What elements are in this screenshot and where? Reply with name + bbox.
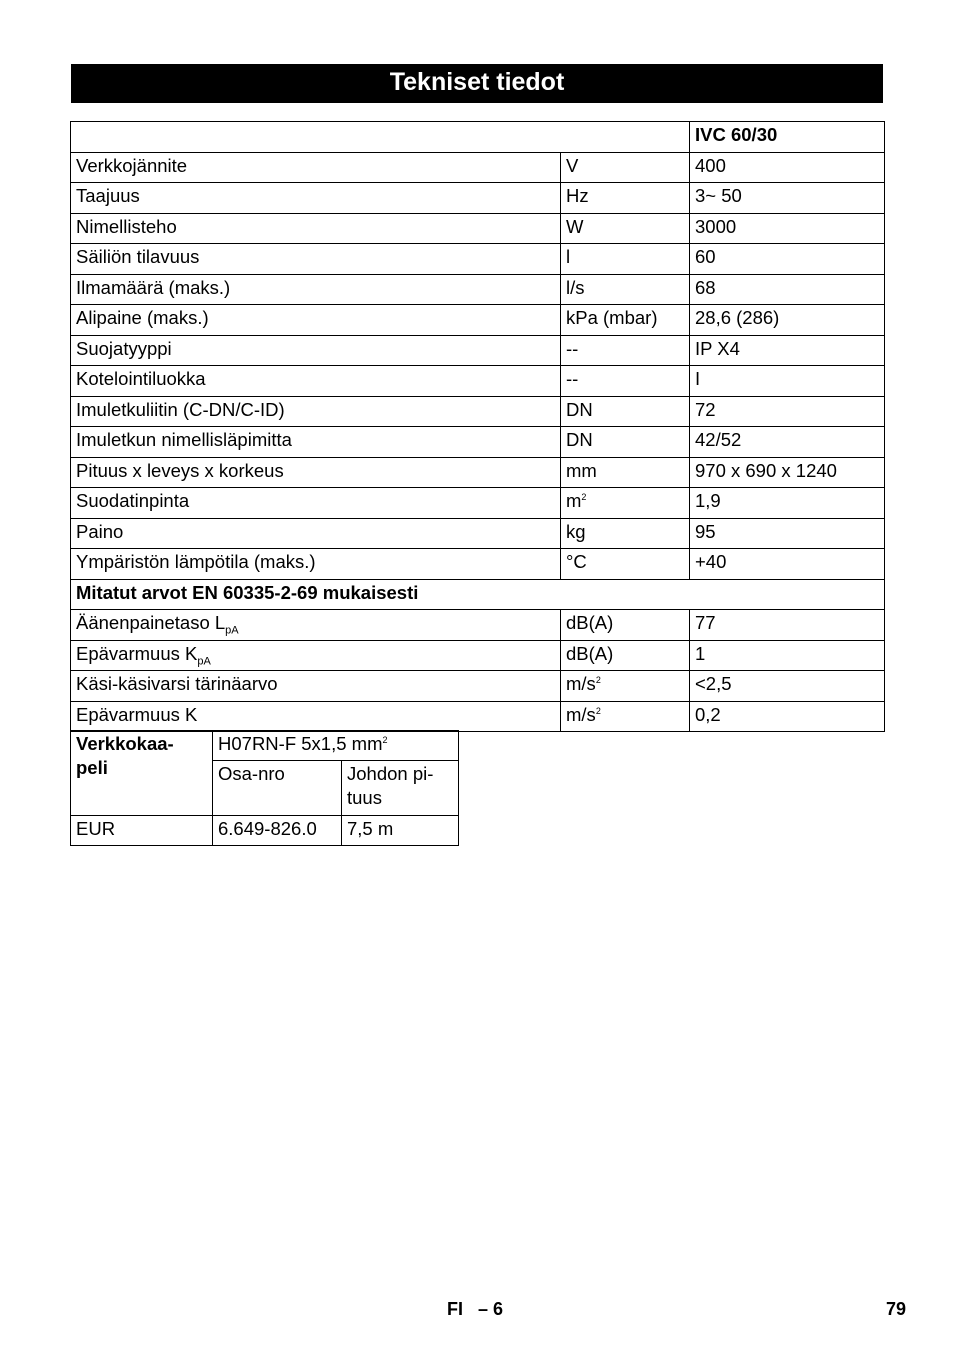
spec-unit: Hz [561, 183, 690, 214]
spec-unit: °C [561, 549, 690, 580]
spec-label: Kotelointiluokka [71, 366, 561, 397]
spec-unit: dB(A) [561, 640, 690, 671]
table-row [71, 610, 885, 641]
spec-unit: -- [561, 335, 690, 366]
spec-value: 3~ 50 [690, 183, 885, 214]
spec-label: Imuletkuliitin (C-DN/C-ID) [71, 396, 561, 427]
model-header: IVC 60/30 [690, 122, 885, 153]
spec-unit: DN [561, 427, 690, 458]
table-row [71, 518, 885, 549]
table-row [71, 427, 885, 458]
spec-label: Imuletkun nimellisläpimitta [71, 427, 561, 458]
power-cable-table [70, 730, 459, 846]
table-row [71, 152, 885, 183]
table-row [71, 457, 885, 488]
table-row [71, 396, 885, 427]
table-row [71, 183, 885, 214]
spec-label: Epävarmuus $K_{pA}$ [71, 640, 561, 671]
table-row [71, 701, 885, 732]
spec-unit: kPa (mbar) [561, 305, 690, 336]
spec-label: Pituus x leveys x korkeus [71, 457, 561, 488]
spec-value: I [690, 366, 885, 397]
cable-part-header: Osa-nro [213, 761, 342, 816]
table-row [71, 305, 885, 336]
spec-value: <2,5 [690, 671, 885, 702]
spec-label: Taajuus [71, 183, 561, 214]
spec-value: 0,2 [690, 701, 885, 732]
spec-value: 68 [690, 274, 885, 305]
spec-unit: dB(A) [561, 610, 690, 641]
spec-value: 72 [690, 396, 885, 427]
table-header-row [71, 122, 885, 153]
table-row [71, 274, 885, 305]
page-number: 79 [885, 1299, 906, 1319]
spec-label: Säiliön tilavuus [71, 244, 561, 275]
table-row [71, 640, 885, 671]
spec-unit: -- [561, 366, 690, 397]
cable-part-number: 6.649-826.0 [213, 816, 342, 846]
spec-value: 60 [690, 244, 885, 275]
cable-type: H07RN-F 5x1,5 $mm^2$ [213, 731, 459, 761]
spec-label: Suodatinpinta [71, 488, 561, 519]
spec-value: 42/52 [690, 427, 885, 458]
spec-unit: l [561, 244, 690, 275]
table-row [71, 671, 885, 702]
cable-region: EUR [71, 816, 213, 846]
measured-values-header-row [71, 579, 885, 610]
spec-label: Ympäristön lämpötila (maks.) [71, 549, 561, 580]
table-row [71, 816, 459, 846]
table-row [71, 366, 885, 397]
table-row [71, 488, 885, 519]
cable-length-header: Johdon pi- tuus [342, 761, 459, 816]
spec-label: Ilmamäärä (maks.) [71, 274, 561, 305]
spec-label: Epävarmuus K [71, 701, 561, 732]
spec-label: Nimellisteho [71, 213, 561, 244]
cable-length: 7,5 m [342, 816, 459, 846]
table-row [71, 549, 885, 580]
technical-data-table [70, 121, 885, 732]
table-row [71, 244, 885, 275]
spec-unit: DN [561, 396, 690, 427]
spec-value: 1 [690, 640, 885, 671]
spec-unit: $m/s^2$ [561, 701, 690, 732]
spec-value: 1,9 [690, 488, 885, 519]
spec-label: Alipaine (maks.) [71, 305, 561, 336]
spec-unit: W [561, 213, 690, 244]
spec-label: Verkkojännite [71, 152, 561, 183]
header-blank-cell [71, 122, 690, 153]
spec-unit: V [561, 152, 690, 183]
spec-unit: $m^2$ [561, 488, 690, 519]
spec-unit: kg [561, 518, 690, 549]
spec-value: +40 [690, 549, 885, 580]
spec-unit: l/s [561, 274, 690, 305]
table-row [71, 335, 885, 366]
spec-value: 400 [690, 152, 885, 183]
spec-value: 77 [690, 610, 885, 641]
cable-header-row [71, 731, 459, 761]
spec-value: IP X4 [690, 335, 885, 366]
spec-unit: $m/s^2$ [561, 671, 690, 702]
spec-label: Käsi-käsivarsi tärinäarvo [71, 671, 561, 702]
cable-header-label: Verkkokaa- peli [71, 731, 213, 816]
footer-language: FI – 6 [447, 1299, 504, 1319]
spec-label: Suojatyyppi [71, 335, 561, 366]
spec-label: Äänenpainetaso $L_{pA}$ [71, 610, 561, 641]
spec-value: 95 [690, 518, 885, 549]
measured-values-header: Mitatut arvot EN 60335-2-69 mukaisesti [71, 579, 885, 610]
spec-value: 970 x 690 x 1240 [690, 457, 885, 488]
table-row [71, 213, 885, 244]
spec-value: 28,6 (286) [690, 305, 885, 336]
spec-label: Paino [71, 518, 561, 549]
spec-unit: mm [561, 457, 690, 488]
page-title: Tekniset tiedot [71, 64, 883, 103]
spec-value: 3000 [690, 213, 885, 244]
